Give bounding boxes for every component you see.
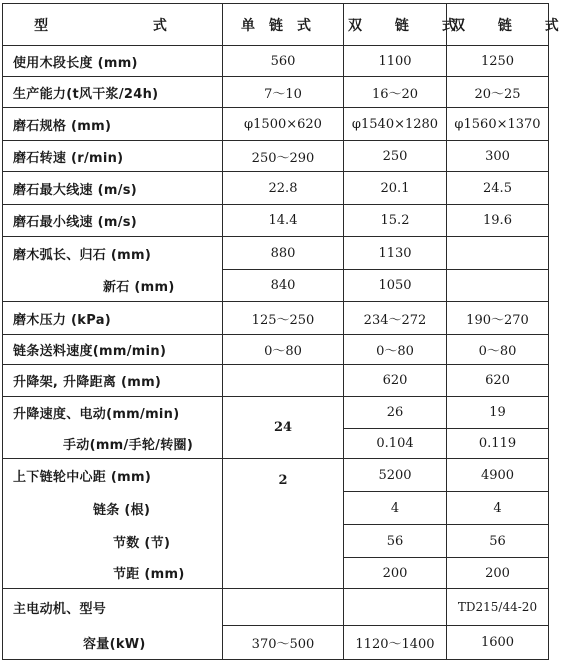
cell-double-1: φ1540×1280 (344, 108, 447, 141)
cell-single: 370～500 (223, 626, 344, 660)
cell-double-1: 234～272 (344, 302, 447, 335)
row-label: 升降速度、电动(mm/min) (3, 397, 223, 429)
cell-double-2: 0～80 (447, 335, 549, 365)
cell-double-1: 1120～1400 (344, 626, 447, 660)
cell-double-2: 19 (447, 397, 549, 429)
cell-double-2: 24.5 (447, 172, 549, 205)
table-row (3, 108, 549, 141)
cell-single: φ1500×620 (223, 108, 344, 141)
cell-double-2: 1600 (447, 626, 549, 660)
cell-single: 560 (223, 46, 344, 77)
cell-single: 7～10 (223, 77, 344, 108)
cell-single: 125～250 (223, 302, 344, 335)
cell-single (223, 589, 344, 626)
cell-single: 22.8 (223, 172, 344, 205)
table-row (3, 459, 549, 492)
cell-double-1: 15.2 (344, 205, 447, 237)
row-label: 磨木弧长、归石 (mm) (3, 237, 223, 270)
cell-double-2: 4 (447, 492, 549, 525)
row-label: 磨石最大线速 (m/s) (3, 172, 223, 205)
cell-double-2: 300 (447, 141, 549, 172)
cell-double-1: 4 (344, 492, 447, 525)
row-label: 链条送料速度(mm/min) (3, 335, 223, 365)
table-row (3, 172, 549, 205)
row-label: 磨石最小线速 (m/s) (3, 205, 223, 237)
row-label: 节数 (节) (3, 525, 223, 558)
cell-double-1: 26 (344, 397, 447, 429)
row-label: 磨石转速 (r/min) (3, 141, 223, 172)
table-row (3, 141, 549, 172)
cell-single: 840 (223, 270, 344, 302)
cell-double-1: 200 (344, 558, 447, 589)
cell-double-1: 20.1 (344, 172, 447, 205)
cell-double-2: 56 (447, 525, 549, 558)
row-label: 容量(kW) (3, 626, 223, 660)
cell-double-2: 620 (447, 365, 549, 397)
cell-double-2: 0.119 (447, 429, 549, 459)
cell-double-2: 1250 (447, 46, 549, 77)
cell-double-1: 250 (344, 141, 447, 172)
cell-double-2 (447, 237, 549, 270)
row-label: 主电动机、型号 (3, 589, 223, 626)
cell-double-1: 56 (344, 525, 447, 558)
cell-single (223, 365, 344, 397)
row-label: 节距 (mm) (3, 558, 223, 589)
row-label: 生产能力(t风干浆/24h) (3, 77, 223, 108)
cell-single: 0～80 (223, 335, 344, 365)
table-row (3, 302, 549, 335)
cell-double-2: φ1560×1370 (447, 108, 549, 141)
table-row (3, 270, 549, 302)
cell-single-merged: 2 (223, 459, 344, 589)
cell-double-2: 200 (447, 558, 549, 589)
cell-double-2: 19.6 (447, 205, 549, 237)
cell-double-1: 16～20 (344, 77, 447, 108)
row-label: 上下链轮中心距 (mm) (3, 459, 223, 492)
cell-double-1: 5200 (344, 459, 447, 492)
header-type: 型 式 (3, 4, 223, 46)
cell-single-merged: 24 (223, 397, 344, 459)
cell-double-1: 0～80 (344, 335, 447, 365)
header-row (3, 4, 549, 46)
cell-double-2: 4900 (447, 459, 549, 492)
cell-double-1: 0.104 (344, 429, 447, 459)
table-row (3, 46, 549, 77)
table-row (3, 237, 549, 270)
header-double-chain-1: 双 链 式 (344, 4, 447, 46)
table-row (3, 205, 549, 237)
row-label: 链条 (根) (3, 492, 223, 525)
cell-double-2: TD215/44-20 (447, 589, 549, 626)
cell-single: 250～290 (223, 141, 344, 172)
cell-double-1: 1130 (344, 237, 447, 270)
cell-single: 880 (223, 237, 344, 270)
cell-double-1 (344, 589, 447, 626)
row-label: 新石 (mm) (3, 270, 223, 302)
table-row (3, 589, 549, 626)
cell-double-1: 620 (344, 365, 447, 397)
row-label: 磨木压力 (kPa) (3, 302, 223, 335)
cell-double-2 (447, 270, 549, 302)
row-label: 手动(mm/手轮/转圈) (3, 429, 223, 459)
header-single-chain: 单链式 (223, 4, 344, 46)
table-row (3, 397, 549, 429)
cell-double-2: 190～270 (447, 302, 549, 335)
cell-double-1: 1100 (344, 46, 447, 77)
cell-single: 14.4 (223, 205, 344, 237)
header-double-chain-2: 双 链 式 (447, 4, 549, 46)
cell-double-1: 1050 (344, 270, 447, 302)
row-label: 使用木段长度 (mm) (3, 46, 223, 77)
spec-table-container (2, 3, 573, 653)
row-label: 磨石规格 (mm) (3, 108, 223, 141)
row-label: 升降架, 升降距离 (mm) (3, 365, 223, 397)
table-row (3, 335, 549, 365)
cell-double-2: 20～25 (447, 77, 549, 108)
spec-table (2, 3, 573, 660)
table-row (3, 626, 549, 660)
table-row (3, 77, 549, 108)
table-row (3, 365, 549, 397)
